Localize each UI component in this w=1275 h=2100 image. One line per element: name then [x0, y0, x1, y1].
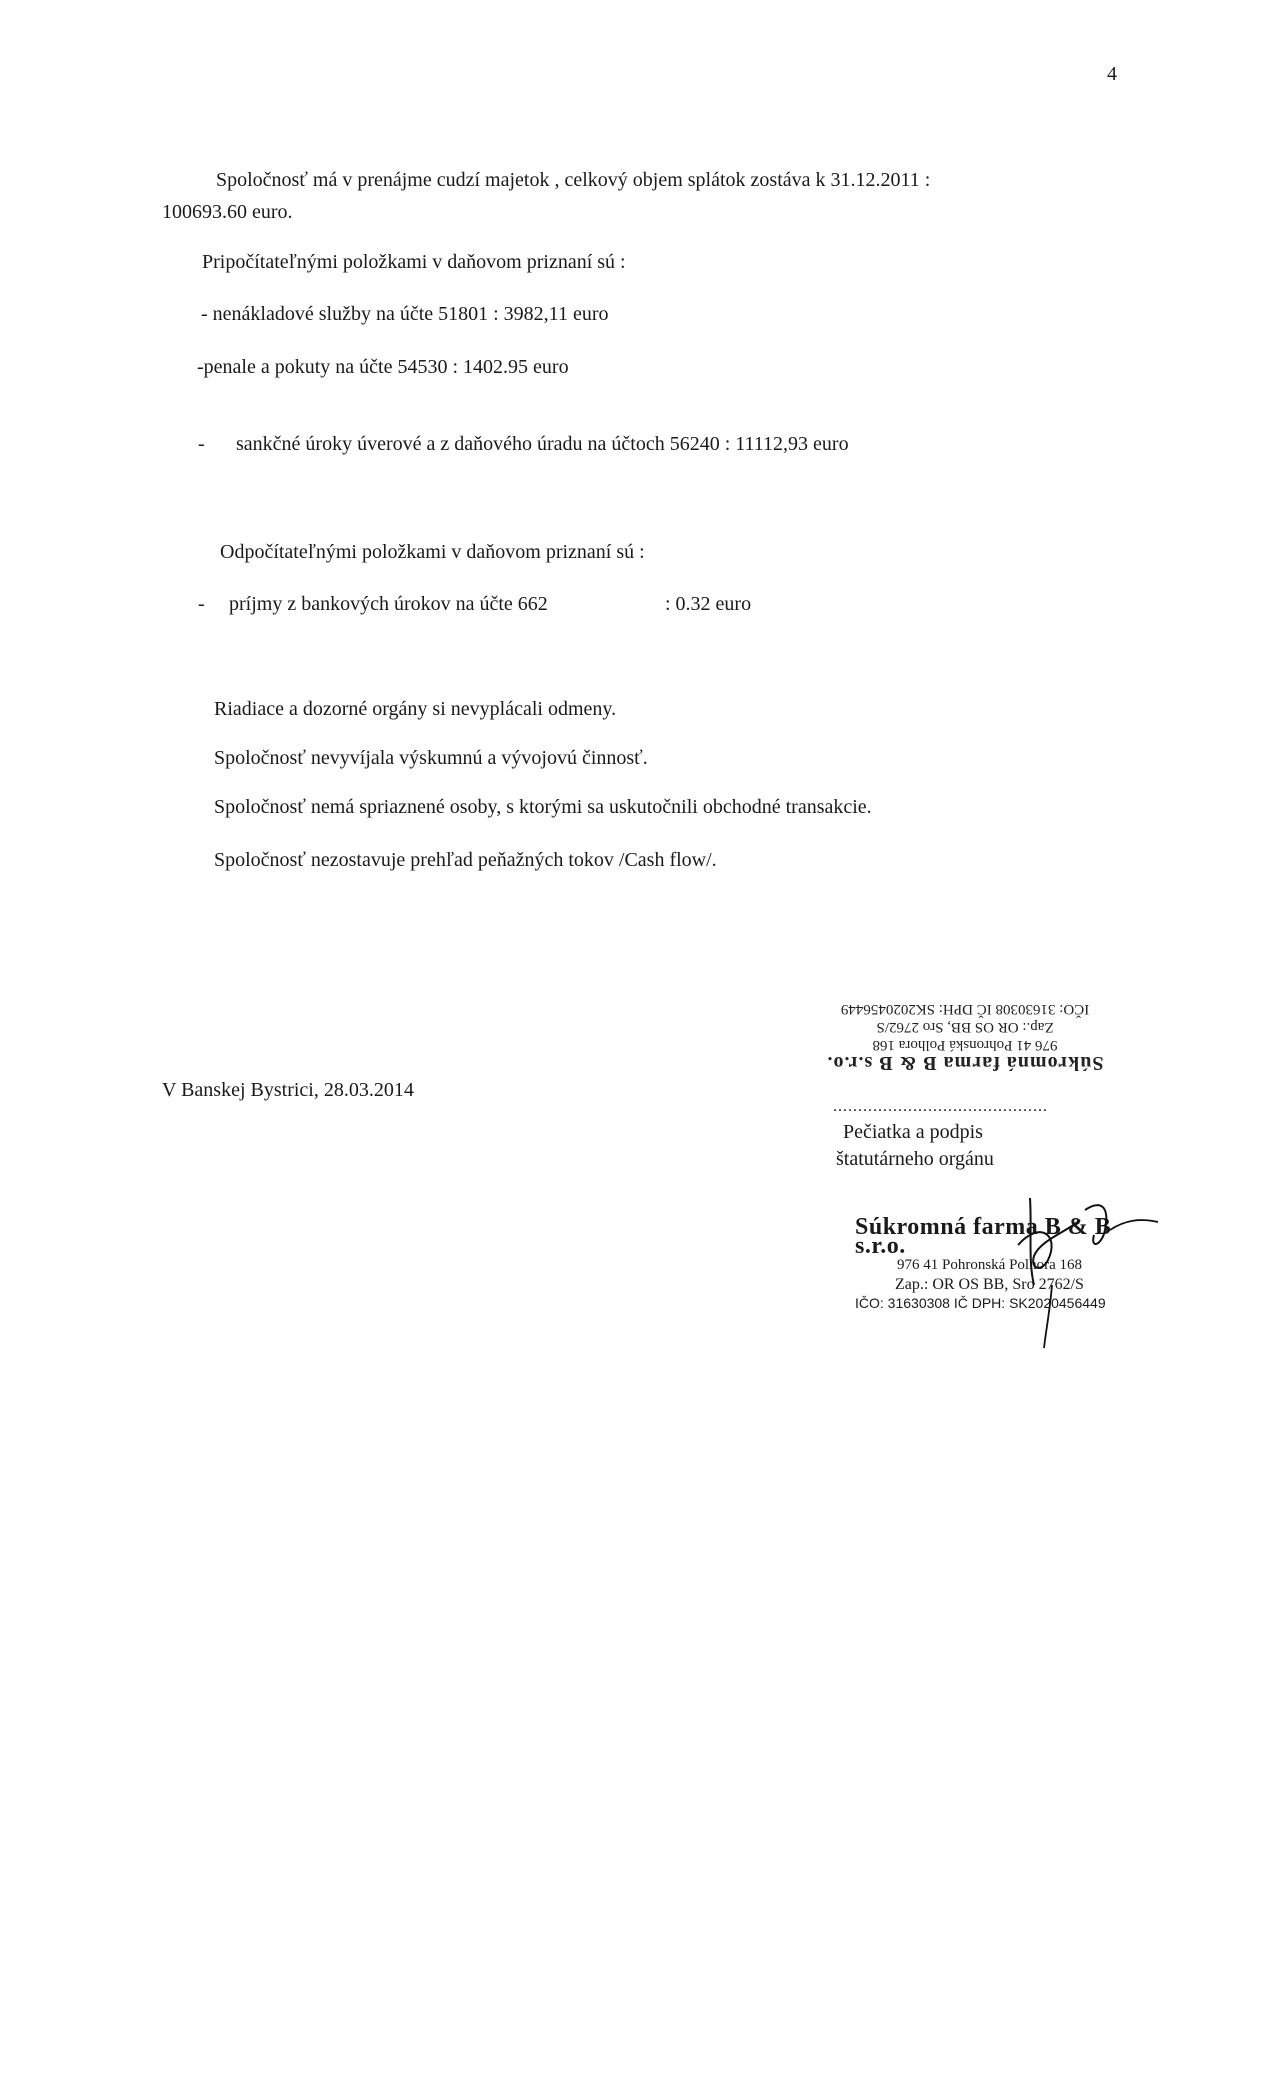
item-penalty-interest: sankčné úroky úverové a z daňového úradu na účtoch 56240 : 11112,93 euro	[236, 433, 849, 455]
stamp-imprint-inverted	[820, 1000, 1110, 1072]
item-bank-interest: príjmy z bankových úrokov na účte 662	[229, 593, 548, 615]
stamp-line3: Zap.: OR OS BB, Sro 2762/S	[895, 1276, 1084, 1293]
stamp-inverted-line2: 976 41 Pohronská Polhora 168	[872, 1037, 1058, 1053]
stamp-line4: IČO: 31630308 IČ DPH: SK2020456449	[855, 1295, 1106, 1311]
item-non-cost-services: - nenákladové služby na účte 51801 : 3982,11 euro	[201, 303, 609, 325]
note-cash-flow: Spoločnosť nezostavuje prehľad peňažných tokov /Cash flow/.	[214, 849, 717, 871]
stamp-inverted-line1: Súkromná farma B & B s.r.o.	[826, 1052, 1104, 1074]
stamp-line1: Súkromná farma B & B s.r.o.	[855, 1214, 1112, 1259]
stamp-line2: 976 41 Pohronská Polhora 168	[897, 1257, 1082, 1273]
note-governing-bodies: Riadiace a dozorné orgány si nevyplácali odmeny.	[214, 698, 617, 720]
stamp-label-line1: Pečiatka a podpis	[843, 1121, 983, 1143]
stamp-label-line2: štatutárneho orgánu	[836, 1148, 994, 1170]
stamp-inverted-line4: IČO: 31630308 IČ DPH: SK2020456449	[840, 1001, 1090, 1017]
signature-line: ...........................................	[833, 1098, 1048, 1115]
page-number: 4	[1107, 63, 1117, 85]
stamp-inverted-line3: Zap.: OR OS BB, Sro 2762/S	[876, 1019, 1054, 1035]
lease-paragraph-line1: Spoločnosť má v prenájme cudzí majetok , celkový objem splátok zostáva k 31.12.2011 :	[216, 169, 931, 191]
note-research: Spoločnosť nevyvíjala výskumnú a vývojovú činnosť.	[214, 747, 648, 769]
lease-paragraph-line2: 100693.60 euro.	[162, 201, 293, 223]
item-interest-dash: -	[198, 433, 205, 455]
item-bank-dash: -	[198, 593, 205, 615]
item-bank-interest-value: : 0.32 euro	[665, 593, 752, 615]
addable-items-heading: Pripočítateľnými položkami v daňovom priznaní sú :	[202, 251, 626, 273]
note-related-parties: Spoločnosť nemá spriaznené osoby, s ktorými sa uskutočnili obchodné transakcie.	[214, 796, 872, 818]
place-and-date: V Banskej Bystrici, 28.03.2014	[162, 1079, 414, 1101]
signature-icon	[990, 1190, 1160, 1350]
item-penalties: -penale a pokuty na účte 54530 : 1402.95 euro	[197, 356, 569, 378]
deductible-items-heading: Odpočítateľnými položkami v daňovom priznaní sú :	[220, 541, 645, 563]
